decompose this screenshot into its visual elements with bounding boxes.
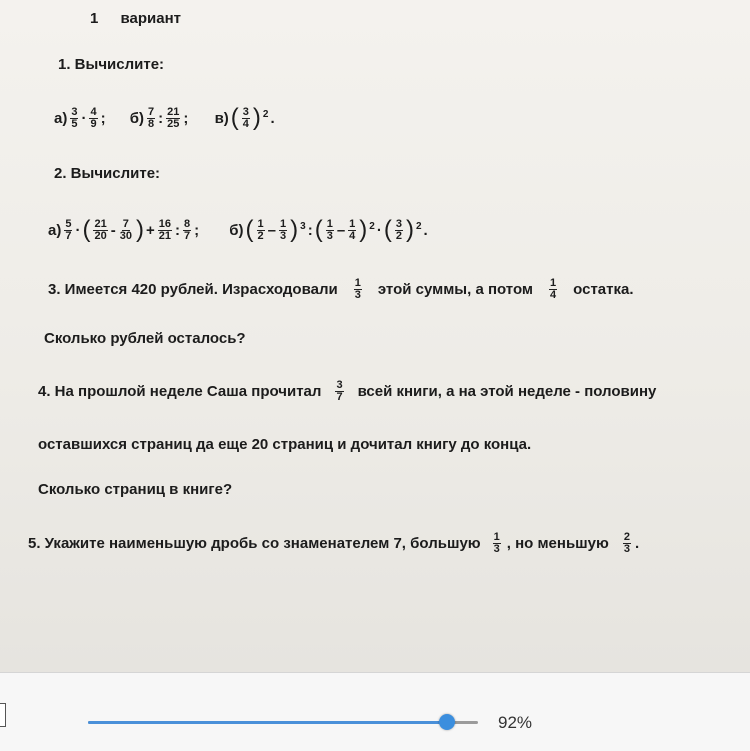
task3-question: Сколько рублей осталось?: [44, 330, 246, 347]
fraction: $\frac{8}{7}$: [183, 217, 191, 242]
fraction: $\frac{2}{3}$: [623, 531, 630, 555]
zoom-slider-fill: [88, 721, 447, 724]
fraction: $\frac{3}{2}$: [395, 217, 402, 242]
fraction: $\frac{21}{25}$: [167, 105, 180, 130]
fraction: $\frac{16}{21}$: [158, 217, 171, 242]
task2-title: 2. Вычислите:: [54, 165, 161, 182]
fraction: $\frac{21}{20}$: [94, 217, 107, 242]
fraction: $\frac{1}{3}$: [493, 531, 500, 555]
fraction: $\frac{5}{7}$: [65, 217, 72, 242]
task4-line1: 4. На прошлой неделе Саша прочитал $\frac{3}{7}$ всей книги, а на этой неделе - половину: [38, 379, 657, 403]
task2-b: б) ( $\frac{1}{2}$ – $\frac{1}{3}$ ) 3 : ( $\frac{1}{3}$ – $\frac{1}{4}$ ) 2 · ( $\frac{3}{2}$ ) 2 .: [229, 216, 428, 243]
task5-line: 5. Укажите наименьшую дробь со знаменателем 7, большую $\frac{1}{3}$ , но меньшую $\frac{2}{3}$ .: [28, 531, 640, 555]
fraction: $\frac{1}{3}$: [326, 217, 333, 242]
fraction: $\frac{1}{4}$: [349, 217, 356, 242]
fraction: $\frac{7}{30}$: [119, 217, 132, 242]
task1-b: б) $\frac{7}{8}$ : $\frac{21}{25}$ ;: [129, 105, 189, 130]
fraction: $\frac{3}{7}$: [336, 379, 343, 403]
variant-label: вариант: [120, 10, 182, 27]
task4-line2: оставшихся страниц да еще 20 страниц и дочитал книгу до конца.: [38, 436, 532, 453]
variant-header: [90, 10, 181, 27]
fraction: $\frac{1}{3}$: [354, 277, 361, 301]
zoom-slider[interactable]: [88, 721, 478, 724]
task1-title: 1. Вычислите:: [58, 56, 165, 73]
task1-c: в) ( $\frac{3}{4}$ ) 2 .: [214, 104, 275, 131]
task2-expressions: [48, 218, 428, 242]
fraction: $\frac{1}{2}$: [257, 217, 264, 242]
task2-a: а) $\frac{5}{7}$ · ( $\frac{21}{20}$ - $\frac{7}{30}$ ) + $\frac{16}{21}$ : $\frac{8}{7}$ ;: [48, 216, 200, 243]
task1-a: а) $\frac{3}{5}$ · $\frac{4}{9}$ ;: [54, 105, 106, 130]
fraction: $\frac{1}{3}$: [280, 217, 287, 242]
task3-line1: 3. Имеется 420 рублей. Израсходовали $\frac{1}{3}$ этой суммы, а потом $\frac{1}{4}$ остатка.: [48, 277, 634, 301]
fraction: $\frac{3}{5}$: [71, 105, 78, 130]
zoom-level: 92%: [498, 713, 533, 732]
fraction: $\frac{1}{4}$: [550, 277, 557, 301]
task4-question: Сколько страниц в книге?: [38, 481, 233, 498]
zoom-toolbar: [0, 672, 750, 751]
variant-number: 1: [90, 10, 99, 27]
fraction: $\frac{7}{8}$: [148, 105, 155, 130]
panel-toggle[interactable]: [0, 703, 6, 727]
task1-expressions: [54, 106, 275, 130]
zoom-slider-thumb[interactable]: [439, 714, 455, 730]
fraction: $\frac{4}{9}$: [90, 105, 97, 130]
fraction: $\frac{3}{4}$: [242, 105, 249, 130]
